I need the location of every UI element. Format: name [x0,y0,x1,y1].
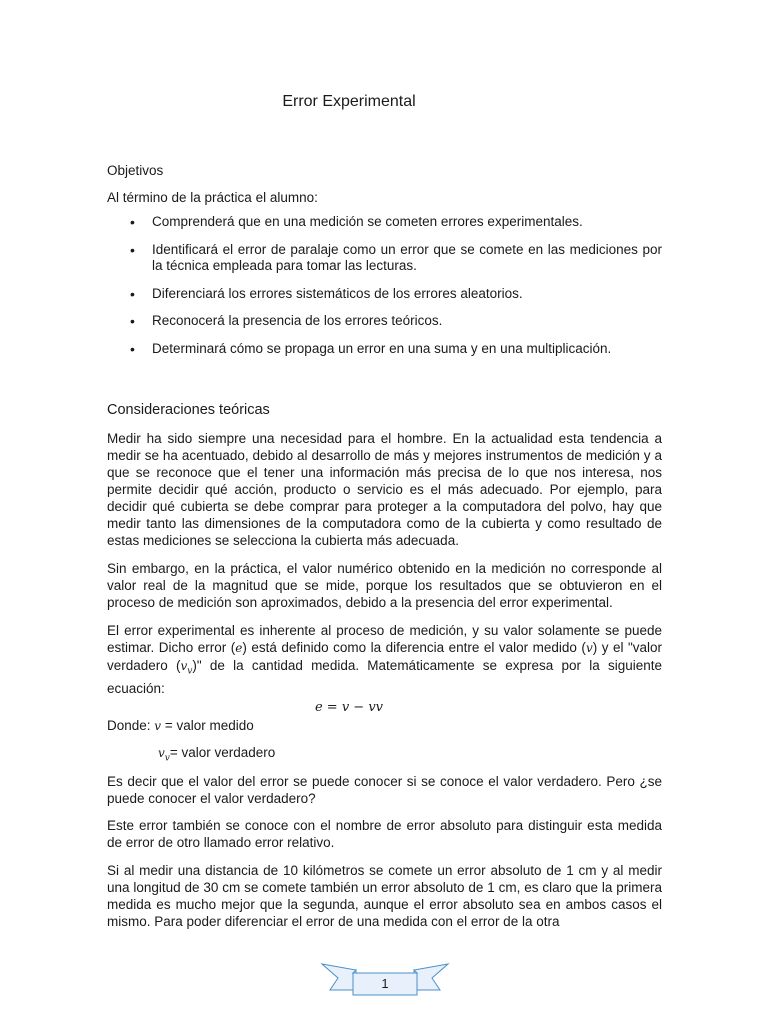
donde-line-2 [158,745,275,763]
donde-symbol-v: v [154,719,162,733]
donde-symbol-vv: $v_v$ [158,746,170,764]
objetivos-heading: Objetivos [107,163,164,178]
paragraph-1: Medir ha sido siempre una necesidad para el hombre. En la actualidad esta tendencia a medir se ha acentuado, debido al desarrollo de más y mejores instrumentos de medición y a que se reconoce que el tener una información más precisa de lo que nos interesa, nos permite decidir qué acción, producto o servicio es el más adecuado. Por ejemplo, para decidir qué cubierta se debe comprar para proteger a la computadora del polvo, hay que medir tanto las dimensiones de la computadora como de la cubierta y como resultado de estas mediciones se selecciona la cubierta más adecuada. [107,431,662,548]
donde-v-text: = valor medido [161,718,254,733]
paragraph-5: Este error también se conoce con el nombre de error absoluto para distinguir esta medida de error de otro llamado error relativo. [107,818,662,850]
symbol-vv: $v_v$ [180,659,193,677]
objetivos-intro: Al término de la práctica el alumno: [107,190,318,205]
list-item: • Identificará el error de paralaje como un error que se comete en las mediciones por la técnica empleada para tomar las lecturas. [107,242,662,275]
list-item: • Comprenderá que en una medición se cometen errores experimentales. [107,214,662,231]
page-number: 1 [381,976,389,991]
document-title [0,93,698,111]
p3-text-b: ) está definido como la diferencia entre el valor medido ( [242,640,586,655]
paragraph-4: Es decir que el valor del error se puede conocer si se conoce el valor verdadero. Pero ¿se puede conocer el valor verdadero? [107,774,662,806]
p3-text-a: El error experimental es inherente al proceso de medición, y su valor solamente se puede estimar. Dicho error ( [107,623,662,655]
paragraph-3 [107,622,662,697]
donde-label: Donde: [107,718,155,733]
consideraciones-heading: Consideraciones teóricas [107,402,270,418]
list-item: • Diferenciará los errores sistemáticos de los errores aleatorios. [107,286,662,303]
paragraph-6: Si al medir una distancia de 10 kilómetros se comete un error absoluto de 1 cm y al medir una longitud de 30 cm se comete también un error absoluto de 1 cm, es claro que la primera medida es mucho mejor que la segunda, aunque el error absoluto sea en ambos casos el mismo. Para poder diferenciar el error de una medida con el error de la otra [107,863,662,929]
equation: e = v − vv [314,700,384,715]
paragraph-2: Sin embargo, en la práctica, el valor numérico obtenido en la medición no corresponde al valor real de la magnitud que se mide, porque los resultados que se obtuvieron en el proceso de medición son aproximados, debido a la presencia del error experimental. [107,561,662,610]
p3-text-c: ) y el "valor verdadero ( [107,640,662,673]
symbol-v: v [585,641,593,655]
symbol-e: e [235,641,243,655]
donde-line-1 [107,718,254,733]
list-item: • Determinará cómo se propaga un error en una suma y en una multiplicación. [107,341,662,358]
list-item: • Reconocerá la presencia de los errores teóricos. [107,313,662,330]
page-number-banner [320,960,450,1000]
p3-text-d: )" de la cantidad medida. Matemáticamente se expresa por la siguiente ecuación: [107,658,662,697]
objetivos-list [107,214,662,368]
donde-vv-text: = valor verdadero [169,745,276,760]
title-text: Error Experimental [282,93,416,110]
